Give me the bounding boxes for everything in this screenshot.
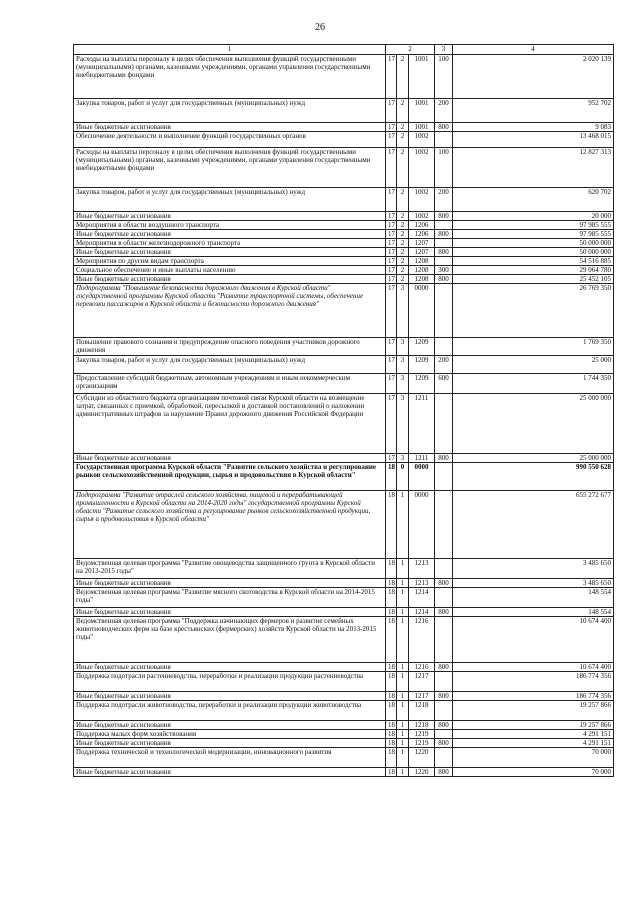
row-name-cell: Иные бюджетные ассигнования	[74, 123, 386, 132]
table-row	[74, 730, 614, 739]
row-name-cell: Субсидии из областного бюджета организациям почтовой связи Курской области на возмещение затрат, связанных с приемкой, обработкой, пересылкой и доставкой постановлений о наложении административных штрафов за нарушение Правил дорожного движения Российской Федерации	[74, 394, 386, 454]
row-code-a-cell: 18	[386, 608, 397, 617]
row-code-c-cell: 1211	[409, 394, 435, 454]
row-code-a-cell: 17	[386, 374, 397, 394]
row-name-cell: Ведомственная целевая программа "Развитие овощеводства защищенного грунта в Курской области на 2013-2015 годы"	[74, 559, 386, 579]
row-name-cell: Иные бюджетные ассигнования	[74, 692, 386, 701]
row-code-c-cell: 1219	[409, 730, 435, 739]
row-code-a-cell: 18	[386, 692, 397, 701]
row-name-cell: Мероприятия в области железнодорожного транспорта	[74, 239, 386, 248]
row-name-cell: Социальное обеспечение и иные выплаты населению	[74, 266, 386, 275]
row-amount-cell: 26 769 350	[453, 284, 614, 338]
row-code-c-cell: 1220	[409, 768, 435, 777]
row-code-b-cell: 1	[397, 663, 409, 672]
table-row	[74, 617, 614, 663]
row-code-b-cell: 2	[397, 248, 409, 257]
row-code-a-cell: 17	[386, 212, 397, 221]
table-body	[74, 55, 614, 777]
row-code-b-cell: 1	[397, 730, 409, 739]
row-name-cell: Иные бюджетные ассигнования	[74, 579, 386, 588]
row-code-b-cell: 1	[397, 768, 409, 777]
row-name-cell: Обеспечение деятельности и выполнение функций государственных органов	[74, 132, 386, 148]
row-code-a-cell: 17	[386, 356, 397, 374]
row-code-a-cell: 17	[386, 239, 397, 248]
table-row	[74, 230, 614, 239]
row-code-b-cell: 2	[397, 230, 409, 239]
row-code-a-cell: 17	[386, 188, 397, 212]
row-amount-cell: 655 272 677	[453, 491, 614, 559]
row-name-cell: Государственная программа Курской области "Развитие сельского хозяйства и регулирование рынков сельскохозяйственной продукции, сырья и продовольствия в Курской области"	[74, 463, 386, 491]
row-code-a-cell: 18	[386, 579, 397, 588]
row-expense-type-cell: 200	[435, 356, 453, 374]
table-row	[74, 663, 614, 672]
row-code-c-cell: 1207	[409, 239, 435, 248]
row-name-cell: Поддержка технической и технологической модернизации, инновационного развития	[74, 748, 386, 768]
row-code-a-cell: 18	[386, 588, 397, 608]
row-code-a-cell: 17	[386, 55, 397, 99]
row-amount-cell: 186 774 356	[453, 692, 614, 701]
row-code-b-cell: 1	[397, 692, 409, 701]
row-amount-cell: 97 985 555	[453, 230, 614, 239]
row-name-cell: Иные бюджетные ассигнования	[74, 212, 386, 221]
header-col-2: 2	[386, 45, 435, 55]
row-expense-type-cell: 800	[435, 123, 453, 132]
row-name-cell: Поддержка малых форм хозяйствования	[74, 730, 386, 739]
row-code-a-cell: 18	[386, 748, 397, 768]
row-expense-type-cell	[435, 239, 453, 248]
row-code-a-cell: 18	[386, 617, 397, 663]
table-row	[74, 275, 614, 284]
row-code-b-cell: 2	[397, 132, 409, 148]
row-code-c-cell: 1217	[409, 672, 435, 692]
row-name-cell: Закупка товаров, работ и услуг для государственных (муниципальных) нужд	[74, 99, 386, 123]
table-row	[74, 99, 614, 123]
row-code-b-cell: 1	[397, 579, 409, 588]
row-code-b-cell: 2	[397, 275, 409, 284]
row-expense-type-cell	[435, 617, 453, 663]
row-name-cell: Иные бюджетные ассигнования	[74, 663, 386, 672]
row-name-cell: Повышение правового сознания и предупреждение опасного поведения участников дорожного движения	[74, 338, 386, 356]
row-name-cell: Подпрограмма "Повышение безопасности дорожного движения в Курской области" государственной программы Курской области "Развитие транспортной системы, обеспечение перевозки пассажиров в Курской области и безопасности дорожного движения"	[74, 284, 386, 338]
row-name-cell: Иные бюджетные ассигнования	[74, 721, 386, 730]
row-code-c-cell: 1002	[409, 188, 435, 212]
row-code-a-cell: 17	[386, 284, 397, 338]
table-row	[74, 748, 614, 768]
row-expense-type-cell: 200	[435, 99, 453, 123]
row-code-b-cell: 3	[397, 374, 409, 394]
row-expense-type-cell: 200	[435, 188, 453, 212]
row-code-a-cell: 18	[386, 730, 397, 739]
row-code-b-cell: 3	[397, 394, 409, 454]
row-expense-type-cell: 800	[435, 608, 453, 617]
row-amount-cell: 50 000 000	[453, 239, 614, 248]
row-code-b-cell: 2	[397, 266, 409, 275]
row-code-c-cell: 0000	[409, 284, 435, 338]
row-code-b-cell: 2	[397, 123, 409, 132]
row-expense-type-cell: 100	[435, 55, 453, 99]
row-amount-cell: 12 827 313	[453, 148, 614, 188]
row-code-a-cell: 17	[386, 123, 397, 132]
table-row	[74, 608, 614, 617]
table-row	[74, 721, 614, 730]
row-code-b-cell: 3	[397, 338, 409, 356]
row-code-c-cell: 1214	[409, 608, 435, 617]
row-code-c-cell: 1211	[409, 454, 435, 463]
table-row	[74, 188, 614, 212]
header-col-3: 3	[435, 45, 453, 55]
row-amount-cell: 4 291 151	[453, 730, 614, 739]
row-name-cell: Иные бюджетные ассигнования	[74, 230, 386, 239]
row-code-c-cell: 1214	[409, 588, 435, 608]
row-expense-type-cell: 300	[435, 266, 453, 275]
row-code-b-cell: 2	[397, 148, 409, 188]
table-row	[74, 463, 614, 491]
row-code-c-cell: 1209	[409, 374, 435, 394]
table-row	[74, 123, 614, 132]
row-expense-type-cell: 100	[435, 148, 453, 188]
row-name-cell: Подпрограмма "Развитие отраслей сельского хозяйства, пищевой и перерабатывающей промышленности в Курской области на 2014-2020 годы" государственной программы Курской области "Развитие сельского хозяйства и регулирование рынков сельскохозяйственной продукции, сырья и продовольствия в Курской области"	[74, 491, 386, 559]
row-amount-cell: 70 000	[453, 768, 614, 777]
table-row	[74, 132, 614, 148]
row-code-a-cell: 17	[386, 99, 397, 123]
row-expense-type-cell	[435, 672, 453, 692]
table-row	[74, 257, 614, 266]
row-expense-type-cell: 800	[435, 454, 453, 463]
row-amount-cell: 25 000	[453, 356, 614, 374]
row-code-c-cell: 1001	[409, 123, 435, 132]
row-amount-cell: 19 257 866	[453, 721, 614, 730]
row-expense-type-cell	[435, 221, 453, 230]
row-code-b-cell: 2	[397, 188, 409, 212]
row-expense-type-cell	[435, 463, 453, 491]
row-code-a-cell: 18	[386, 559, 397, 579]
row-code-b-cell: 2	[397, 212, 409, 221]
table-row	[74, 221, 614, 230]
row-amount-cell: 25 452 105	[453, 275, 614, 284]
row-code-b-cell: 1	[397, 608, 409, 617]
row-expense-type-cell	[435, 491, 453, 559]
row-expense-type-cell: 800	[435, 248, 453, 257]
row-code-b-cell: 1	[397, 748, 409, 768]
row-code-c-cell: 1209	[409, 356, 435, 374]
table-row	[74, 55, 614, 99]
row-name-cell: Закупка товаров, работ и услуг для государственных (муниципальных) нужд	[74, 356, 386, 374]
row-code-c-cell: 1208	[409, 257, 435, 266]
row-code-c-cell: 1216	[409, 663, 435, 672]
row-code-a-cell: 17	[386, 248, 397, 257]
row-code-a-cell: 17	[386, 148, 397, 188]
row-expense-type-cell: 800	[435, 230, 453, 239]
row-code-b-cell: 2	[397, 239, 409, 248]
row-code-c-cell: 1209	[409, 338, 435, 356]
table-row	[74, 739, 614, 748]
row-code-a-cell: 17	[386, 394, 397, 454]
row-amount-cell: 3 485 650	[453, 579, 614, 588]
row-expense-type-cell: 600	[435, 374, 453, 394]
row-amount-cell: 19 257 866	[453, 701, 614, 721]
table-row	[74, 266, 614, 275]
row-expense-type-cell: 800	[435, 212, 453, 221]
row-amount-cell: 4 291 151	[453, 739, 614, 748]
row-expense-type-cell	[435, 730, 453, 739]
row-name-cell: Мероприятия по другим видам транспорта	[74, 257, 386, 266]
row-code-c-cell: 1216	[409, 617, 435, 663]
row-amount-cell: 54 516 885	[453, 257, 614, 266]
row-amount-cell: 20 000	[453, 212, 614, 221]
row-code-c-cell: 1218	[409, 721, 435, 730]
header-col-1: 1	[74, 45, 386, 55]
row-amount-cell: 1 769 350	[453, 338, 614, 356]
table-row	[74, 248, 614, 257]
table-row	[74, 768, 614, 777]
row-expense-type-cell	[435, 394, 453, 454]
row-code-a-cell: 18	[386, 739, 397, 748]
row-name-cell: Ведомственная целевая программа "Развитие мясного скотоводства в Курской области на 2014-2015 годы"	[74, 588, 386, 608]
row-code-c-cell: 1002	[409, 212, 435, 221]
row-name-cell: Поддержка подотрасли животноводства, переработки и реализации продукции животноводства	[74, 701, 386, 721]
row-code-b-cell: 1	[397, 739, 409, 748]
table-row	[74, 338, 614, 356]
row-amount-cell: 1 744 350	[453, 374, 614, 394]
row-code-a-cell: 18	[386, 721, 397, 730]
row-code-c-cell: 1219	[409, 739, 435, 748]
row-expense-type-cell	[435, 588, 453, 608]
row-expense-type-cell	[435, 748, 453, 768]
row-code-a-cell: 18	[386, 701, 397, 721]
row-amount-cell: 25 000 000	[453, 394, 614, 454]
row-amount-cell: 10 674 400	[453, 617, 614, 663]
row-code-b-cell: 3	[397, 454, 409, 463]
row-code-b-cell: 2	[397, 55, 409, 99]
row-code-b-cell: 2	[397, 257, 409, 266]
row-code-c-cell: 1002	[409, 148, 435, 188]
table-row	[74, 148, 614, 188]
table-row	[74, 559, 614, 579]
row-amount-cell: 97 985 555	[453, 221, 614, 230]
row-code-c-cell: 1213	[409, 579, 435, 588]
row-code-b-cell: 0	[397, 463, 409, 491]
table-row	[74, 672, 614, 692]
row-code-c-cell: 1208	[409, 275, 435, 284]
row-amount-cell: 620 702	[453, 188, 614, 212]
row-expense-type-cell: 800	[435, 275, 453, 284]
row-code-c-cell: 1217	[409, 692, 435, 701]
row-expense-type-cell	[435, 338, 453, 356]
row-code-c-cell: 1206	[409, 221, 435, 230]
table-row	[74, 588, 614, 608]
row-amount-cell: 952 702	[453, 99, 614, 123]
row-expense-type-cell: 800	[435, 579, 453, 588]
row-code-a-cell: 18	[386, 672, 397, 692]
table-row	[74, 239, 614, 248]
row-code-a-cell: 17	[386, 132, 397, 148]
table-row	[74, 701, 614, 721]
table-row	[74, 374, 614, 394]
row-name-cell: Ведомственная целевая программа "Поддержка начинающих фермеров и развитие семейных животноводческих ферм на базе крестьянских (фермерских) хозяйств Курской области на 2013-2015 годы"	[74, 617, 386, 663]
row-code-b-cell: 3	[397, 284, 409, 338]
row-code-a-cell: 17	[386, 266, 397, 275]
row-code-b-cell: 2	[397, 99, 409, 123]
row-code-a-cell: 18	[386, 768, 397, 777]
row-code-c-cell: 1001	[409, 99, 435, 123]
row-expense-type-cell	[435, 559, 453, 579]
row-expense-type-cell: 800	[435, 768, 453, 777]
row-name-cell: Иные бюджетные ассигнования	[74, 768, 386, 777]
row-code-a-cell: 17	[386, 338, 397, 356]
row-expense-type-cell: 800	[435, 739, 453, 748]
row-code-a-cell: 17	[386, 275, 397, 284]
row-expense-type-cell	[435, 257, 453, 266]
row-name-cell: Расходы на выплаты персоналу в целях обеспечения выполнения функций государственными (муниципальными) органами, казенными учреждениями, органами управления государственными внебюджетными фондами	[74, 148, 386, 188]
budget-table	[73, 44, 614, 777]
table-row	[74, 579, 614, 588]
table-row	[74, 454, 614, 463]
row-code-c-cell: 1208	[409, 266, 435, 275]
row-name-cell: Поддержка подотрасли растениеводства, переработки и реализации продукции растениеводства	[74, 672, 386, 692]
row-code-c-cell: 1001	[409, 55, 435, 99]
row-amount-cell: 186 774 356	[453, 672, 614, 692]
row-code-a-cell: 18	[386, 491, 397, 559]
row-code-c-cell: 0000	[409, 463, 435, 491]
row-code-b-cell: 1	[397, 617, 409, 663]
row-expense-type-cell	[435, 132, 453, 148]
row-amount-cell: 13 468 015	[453, 132, 614, 148]
row-amount-cell: 29 064 780	[453, 266, 614, 275]
row-code-b-cell: 1	[397, 588, 409, 608]
table-row	[74, 394, 614, 454]
row-expense-type-cell	[435, 701, 453, 721]
row-amount-cell: 148 554	[453, 608, 614, 617]
table-row	[74, 212, 614, 221]
row-expense-type-cell: 800	[435, 721, 453, 730]
row-code-a-cell: 17	[386, 230, 397, 239]
row-code-b-cell: 2	[397, 221, 409, 230]
row-expense-type-cell: 800	[435, 663, 453, 672]
row-name-cell: Иные бюджетные ассигнования	[74, 608, 386, 617]
row-code-a-cell: 18	[386, 463, 397, 491]
row-code-a-cell: 17	[386, 221, 397, 230]
row-name-cell: Расходы на выплаты персоналу в целях обеспечения выполнения функций государственными (муниципальными) органами, казенными учреждениями, органами управления государственными внебюджетными фондами	[74, 55, 386, 99]
row-code-b-cell: 1	[397, 491, 409, 559]
row-name-cell: Закупка товаров, работ и услуг для государственных (муниципальных) нужд	[74, 188, 386, 212]
row-code-b-cell: 1	[397, 701, 409, 721]
row-code-a-cell: 18	[386, 663, 397, 672]
row-code-c-cell: 0000	[409, 491, 435, 559]
row-name-cell: Предоставление субсидий бюджетным, автономным учреждениям и иным некоммерческим организациям	[74, 374, 386, 394]
row-code-b-cell: 1	[397, 672, 409, 692]
row-code-b-cell: 1	[397, 721, 409, 730]
row-code-c-cell: 1002	[409, 132, 435, 148]
row-name-cell: Иные бюджетные ассигнования	[74, 275, 386, 284]
table-row	[74, 284, 614, 338]
row-amount-cell: 3 485 650	[453, 559, 614, 579]
row-name-cell: Мероприятия в области воздушного транспорта	[74, 221, 386, 230]
row-name-cell: Иные бюджетные ассигнования	[74, 454, 386, 463]
row-name-cell: Иные бюджетные ассигнования	[74, 248, 386, 257]
table-row	[74, 356, 614, 374]
table-row	[74, 491, 614, 559]
row-code-a-cell: 17	[386, 257, 397, 266]
row-amount-cell: 990 550 628	[453, 463, 614, 491]
row-code-b-cell: 1	[397, 559, 409, 579]
row-code-a-cell: 17	[386, 454, 397, 463]
row-code-c-cell: 1220	[409, 748, 435, 768]
page-number: 26	[315, 22, 325, 33]
row-code-c-cell: 1206	[409, 230, 435, 239]
row-expense-type-cell: 800	[435, 692, 453, 701]
row-amount-cell: 10 674 400	[453, 663, 614, 672]
header-col-4: 4	[453, 45, 614, 55]
row-code-c-cell: 1218	[409, 701, 435, 721]
table-header-row	[74, 45, 614, 55]
row-amount-cell: 148 554	[453, 588, 614, 608]
row-amount-cell: 70 000	[453, 748, 614, 768]
row-code-b-cell: 3	[397, 356, 409, 374]
table-row	[74, 692, 614, 701]
row-code-c-cell: 1213	[409, 559, 435, 579]
row-code-c-cell: 1207	[409, 248, 435, 257]
row-name-cell: Иные бюджетные ассигнования	[74, 739, 386, 748]
row-amount-cell: 25 000 000	[453, 454, 614, 463]
row-amount-cell: 9 083	[453, 123, 614, 132]
row-amount-cell: 50 000 000	[453, 248, 614, 257]
row-expense-type-cell	[435, 284, 453, 338]
row-amount-cell: 2 020 139	[453, 55, 614, 99]
